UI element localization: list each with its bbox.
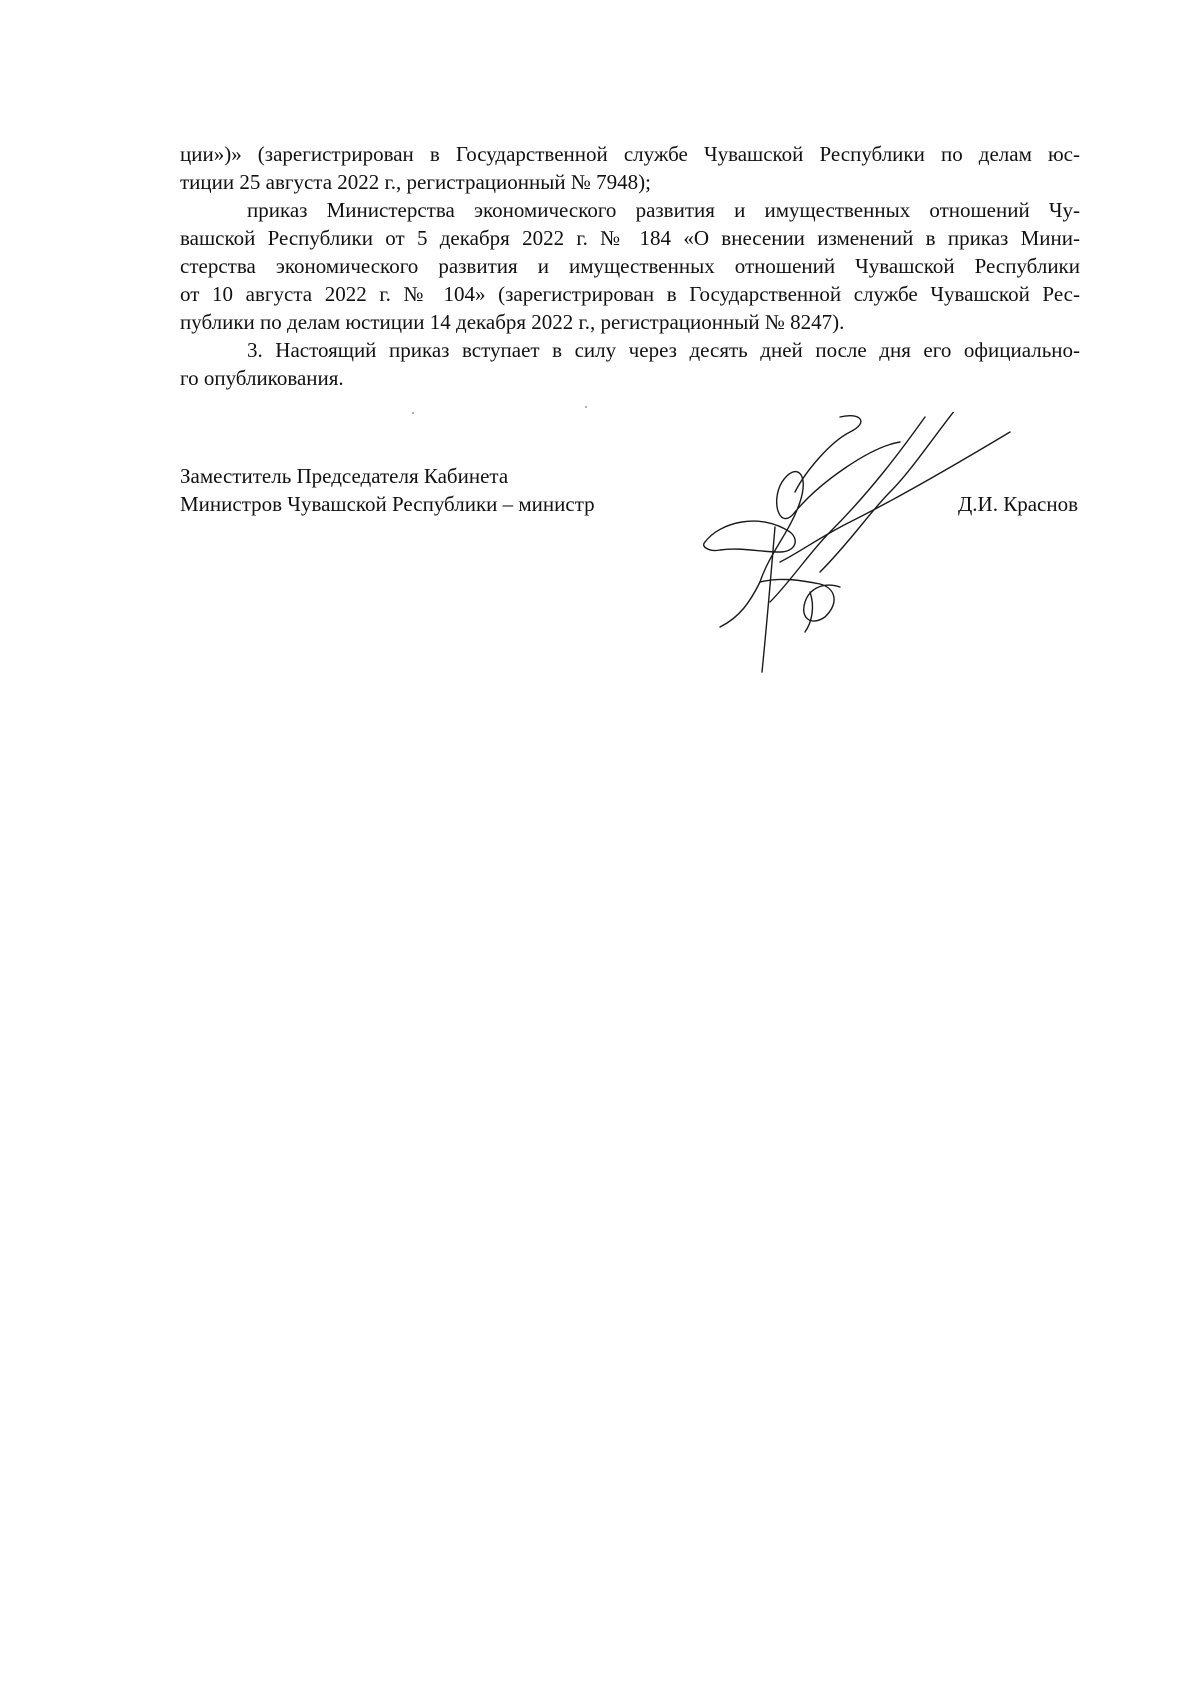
text-line: вашской Республики от 5 декабря 2022 г. № 184 «О внесении изменений в приказ Мини-: [180, 226, 1080, 250]
signer-title: [180, 462, 595, 518]
paragraph-effective-date: [180, 336, 1080, 392]
paragraph-continuation: [180, 140, 1080, 196]
text-line: стерства экономического развития и имущественных отношений Чувашской Республики: [180, 254, 1080, 278]
text-line: публики по делам юстиции 14 декабря 2022 г., регистрационный № 8247).: [180, 310, 845, 334]
text-line: от 10 августа 2022 г. № 104» (зарегистрирован в Государственной службе Чувашской Рес-: [180, 282, 1080, 306]
signer-name: Д.И. Краснов: [957, 492, 1078, 516]
text-line: приказ Министерства экономического развития и имущественных отношений Чу-: [247, 198, 1080, 222]
scan-speck: [585, 406, 587, 408]
signature-block: [180, 462, 1080, 682]
handwritten-signature-icon: [700, 412, 1030, 682]
signer-title-line: Заместитель Председателя Кабинета: [180, 464, 509, 488]
paragraph-order-184: [180, 196, 1080, 336]
text-line: го опубликования.: [180, 366, 344, 390]
scan-speck: [412, 412, 414, 414]
document-body: [180, 140, 1080, 392]
text-line: 3. Настоящий приказ вступает в силу через десять дней после дня его официально-: [247, 338, 1080, 362]
text-line: тиции 25 августа 2022 г., регистрационный № 7948);: [180, 170, 651, 194]
text-line: ции»)» (зарегистрирован в Государственной службе Чувашской Республики по делам юс-: [180, 142, 1080, 166]
signer-title-line: Министров Чувашской Республики – министр: [180, 492, 595, 516]
